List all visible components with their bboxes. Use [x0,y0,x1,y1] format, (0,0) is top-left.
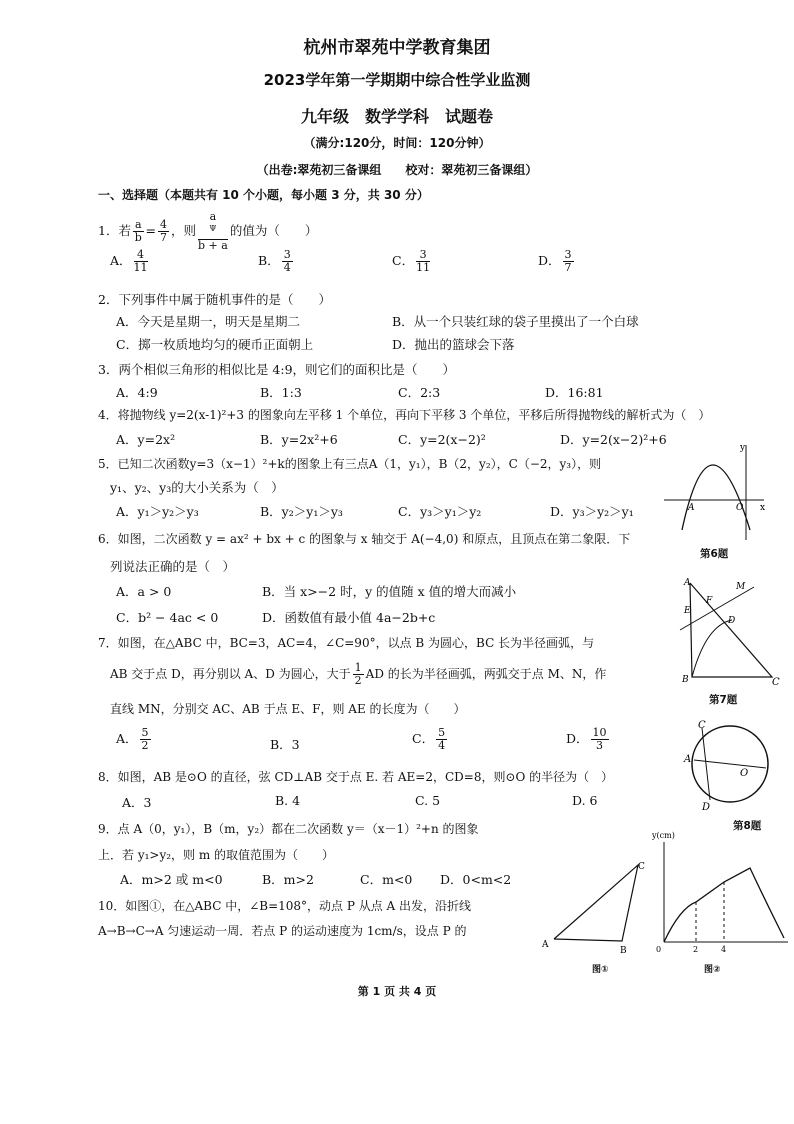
q8-option-c[interactable]: C. 5 [415,793,441,808]
fig8-chord-cd [702,728,710,800]
fig7-point-e: E [684,606,691,616]
fig10b-tick-2: 2 [693,945,699,954]
figure-10b [652,828,792,958]
q8-option-a[interactable]: A．3 [122,795,152,810]
q7-option-b[interactable]: B．3 [270,737,300,752]
question-10-line1: 10．如图①，在△ABC 中，∠B=108°，动点 P 从点 A 出发，沿折线 [98,899,472,913]
q1-frac-ask-sup: Ψ [209,224,217,233]
fig6-point-o: O [736,503,744,513]
q1-b-den: 4 [283,261,291,274]
question-10-line2: A→B→C→A 匀速运动一周．若点 P 的运动速度为 1cm/s，设点 P 的 [98,924,467,938]
figure-6 [660,440,770,545]
fig8-point-o: O [740,768,749,779]
fig6-parabola [682,465,750,530]
score-time: （满分:120分，时间：120分钟） [303,136,491,150]
q1-frac-given-den: b [134,230,142,244]
fig7-point-a: A [684,578,691,588]
fig6-x-label: x [760,503,766,513]
fig10b-caption: 图② [704,965,721,975]
q7-line2-frac-den: 2 [354,674,362,687]
question-8-stem: 8．如图，AB 是⊙O 的直径，弦 CD⊥AB 交于点 E. 若 AE=2，CD=8，则⊙O 的半径为（ ） [98,770,614,784]
q7-a-frac [140,727,151,752]
school-title: 杭州市翠苑中学教育集团 [303,38,491,58]
fig10a-point-c: C [638,862,645,872]
question-5-line2: y₁、y₂、y₃的大小关系为（ ） [110,480,284,495]
q9-option-b[interactable]: B．m>2 [262,872,314,887]
fig8-point-c: C [698,720,706,731]
fig7-point-d: D [728,616,736,626]
question-7-line3: 直线 MN，分别交 AC、AB 于点 E、F，则 AE 的长度为（ ） [110,702,466,716]
q8-option-b[interactable]: B. 4 [275,793,301,808]
q7-c-num: 5 [438,726,446,739]
q3-option-d[interactable]: D．16:81 [545,385,604,400]
q5-option-b[interactable]: B．y₂＞y₁＞y₃ [260,504,343,519]
q7-d-label: D． [566,731,589,746]
q7-d-frac [591,727,609,752]
q1-frac-val-num: 4 [160,217,167,231]
question-5-line1: 5．已知二次函数y=3（x−1）²+k的图象上有三点A（1，y₁），B（2，y₂），C（−2，y₃），则 [98,457,602,471]
fig7-point-b: B [682,675,689,685]
q5-option-d[interactable]: D．y₃＞y₂＞y₁ [550,504,634,519]
q7-a-den: 2 [141,739,149,752]
fig6-point-a: A [688,503,695,513]
q7-d-den: 3 [596,739,604,752]
q9-option-c[interactable]: C．m<0 [360,872,413,887]
question-7-line1: 7．如图，在△ABC 中，BC=3，AC=4，∠C=90°，以点 B 为圆心，BC 长为半径画弧，与 [98,636,595,650]
q1-d-num: 3 [564,248,572,261]
exam-title: 2023学年第一学期期中综合性学业监测 [263,71,531,89]
fig10a-point-a: A [542,940,549,950]
q1-b-label: B． [258,253,280,268]
authors: （出卷:翠苑初三备课组 校对：翠苑初三备课组） [256,163,538,177]
fig8-point-a: A [684,754,692,765]
q1-prefix: 1．若 [98,222,131,238]
q1-a-num: 4 [134,249,148,262]
q1-b-frac [282,249,293,274]
q1-option-d[interactable] [538,249,576,274]
q7-c-label: C． [412,731,435,746]
fig10b-origin: 0 [656,945,662,954]
q1-frac-val [158,219,169,244]
q1-a-label: A． [110,253,132,268]
fig7-arc [692,620,732,677]
question-4-stem: 4．将抛物线 y=2(x-1)²+3 的图象向左平移 1 个单位，再向下平移 3 个单位，平移后所得抛物线的解析式为（ ） [98,408,711,422]
q1-c-label: C． [392,253,415,268]
fig6-y-label: y [740,443,746,453]
figure-8 [680,716,780,816]
q1-c-frac [416,249,430,274]
question-2-stem: 2．下列事件中属于随机事件的是（ ） [98,292,331,307]
q2-option-d[interactable]: D．抛出的篮球会下落 [392,337,515,352]
q5-option-a[interactable]: A．y₁＞y₂＞y₃ [116,504,199,519]
q9-option-d[interactable]: D．0<m<2 [440,872,512,887]
question-3-stem: 3．两个相似三角形的相似比是 4:9，则它们的面积比是（ ） [98,362,456,377]
q6-option-d[interactable]: D．函数值有最小值 4a−2b+c [262,610,436,625]
question-9-line1: 9．点 A（0，y₁），B（m，y₂）都在二次函数 y＝（x－1）²+n 的图象 [98,822,479,836]
fig6-caption: 第6题 [700,548,729,560]
fig10b-tick-4: 4 [721,945,727,954]
q2-option-a[interactable]: A．今天是星期一，明天是星期二 [116,314,301,329]
fig7-triangle [690,583,772,677]
q4-option-c[interactable]: C．y=2(x−2)² [398,432,486,447]
q7-line2-frac [353,662,364,687]
q7-line2-pre: AB 交于点 D，再分别以 A、D 为圆心，大于 [110,667,351,681]
q1-suffix: 的值为（ ） [229,222,318,238]
q1-a-den: 11 [133,261,148,274]
fig8-point-d: D [702,802,711,813]
q1-option-c[interactable] [392,249,432,274]
q7-line2-frac-num: 1 [354,661,362,674]
q2-option-b[interactable]: B．从一个只装红球的袋子里摸出了一个白球 [392,314,639,329]
q7-option-c[interactable] [412,727,449,752]
figure-7 [676,575,786,687]
fig8-caption: 第8题 [733,820,762,832]
question-7-line2 [110,662,606,687]
fig7-point-f: F [706,596,713,606]
q1-frac-ask [198,211,228,252]
q7-c-frac [436,727,447,752]
question-6-line1: 6．如图，二次函数 y = ax² + bx + c 的图象与 x 轴交于 A(−4,0) 和原点，且顶点在第二象限．下 [98,532,631,546]
q1-frac-ask-den: b + a [198,238,228,252]
fig10b-y-label: y(cm) [652,831,675,840]
q1-frac-given-num: a [134,217,142,231]
q1-frac-given [133,219,144,244]
figure-10a [540,855,650,955]
q6-option-b[interactable]: B．当 x>−2 时，y 的值随 x 值的增大而减小 [262,584,517,599]
q1-eq: = [145,222,156,238]
q1-c-den: 11 [416,261,431,274]
q1-d-label: D． [538,253,561,268]
q1-option-a[interactable] [110,249,150,274]
fig8-diameter-ab [694,760,766,768]
q7-d-num: 10 [592,726,607,739]
q5-option-c[interactable]: C．y₃＞y₁＞y₂ [398,504,482,519]
q1-mid: ，则 [171,222,197,238]
fig7-point-c: C [772,677,780,687]
q2-option-c[interactable]: C．掷一枚质地均匀的硬币正面朝上 [116,337,314,352]
q7-c-den: 4 [438,739,446,752]
q7-a-label: A． [116,731,138,746]
question-6-line2: 列说法正确的是（ ） [110,559,236,574]
question-9-line2: 上．若 y₁>y₂，则 m 的取值范围为（ ） [98,848,335,862]
q4-option-a[interactable]: A．y=2x² [116,432,176,447]
q6-option-a[interactable]: A．a > 0 [116,584,172,599]
q1-d-frac [563,249,574,274]
q7-option-a[interactable] [116,727,153,752]
q3-option-c[interactable]: C．2:3 [398,385,441,400]
q7-line2-post: AD 的长为半径画弧，两弧交于点 M、N，作 [365,667,607,681]
q1-c-num: 3 [416,249,430,262]
q1-frac-ask-num [198,211,228,240]
fig10a-point-b: B [620,946,627,955]
q1-a-frac [134,249,148,274]
q7-option-d[interactable] [566,727,611,752]
q4-option-d[interactable]: D．y=2(x−2)²+6 [560,432,667,447]
subject-title: 九年级 数学学科 试题卷 [300,107,493,126]
q8-option-d[interactable]: D. 6 [572,793,598,808]
fig7-point-m: M [736,582,746,592]
q3-option-a[interactable]: A．4:9 [116,385,158,400]
fig10a-triangle [554,865,638,941]
q6-option-c[interactable]: C．b² − 4ac < 0 [116,610,219,625]
fig10a-caption: 图① [592,965,609,975]
q1-option-b[interactable] [258,249,295,274]
q7-a-num: 5 [141,726,149,739]
q1-frac-val-den: 7 [160,230,167,244]
question-1-stem [98,211,317,252]
q1-d-den: 7 [564,261,572,274]
q9-option-a[interactable]: A．m>2 或 m<0 [120,872,223,887]
fig7-caption: 第7题 [709,694,738,706]
q1-b-num: 3 [283,248,291,261]
q3-option-b[interactable]: B．1:3 [260,385,302,400]
section-title: 一、选择题（本题共有 10 个小题，每小题 3 分，共 30 分） [98,188,429,202]
q1-frac-ask-base: a [209,210,217,223]
page-footer: 第 1 页 共 4 页 [357,985,437,998]
q4-option-b[interactable]: B．y=2x²+6 [260,432,338,447]
